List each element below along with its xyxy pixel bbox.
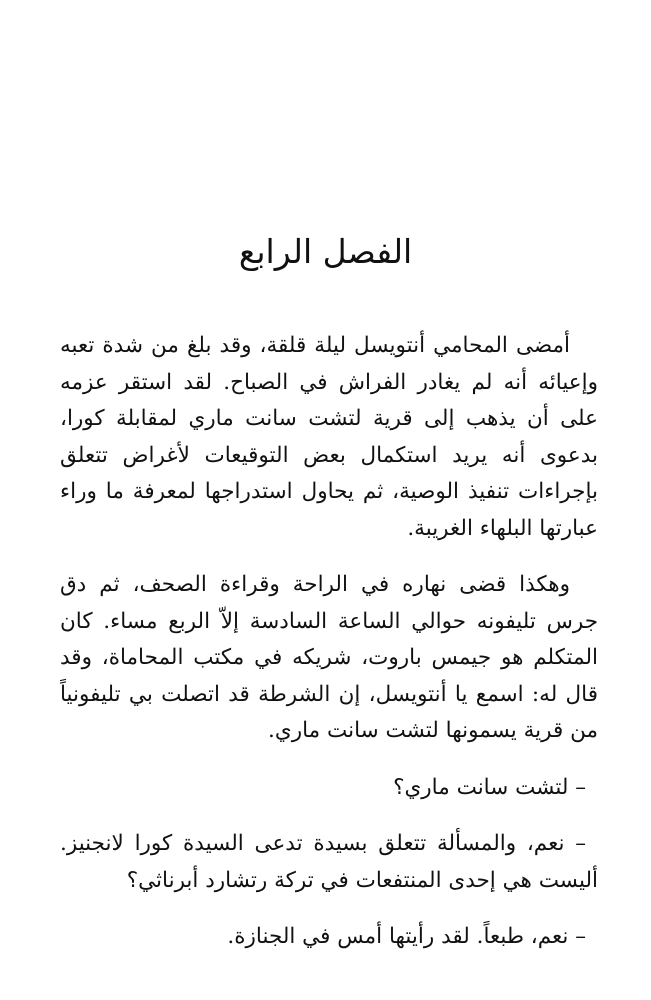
dialogue-line-1: – لتشت سانت ماري؟ [393,774,586,800]
paragraph-2: وهكذا قضى نهاره في الراحة وقراءة الصحف، ثم دق جرس تليفونه حوالي الساعة السادسة إلاّ الربع مساء. كان المتكلم هو جيمس باروت، شريكه في مكتب المحاماة، وقد قال له: اسمع يا أنتويسل، إن الشرطة قد اتصلت بي تليفونياً من قرية يسمونها لتشت سانت ماري. [60,572,598,743]
chapter-body [60,328,598,976]
paragraph-1: أمضى المحامي أنتويسل ليلة قلقة، وقد بلغ من شدة تعبه وإعيائه أنه لم يغادر الفراش في الصباح. لقد استقر عزمه على أن يذهب إلى قرية لتشت سانت ماري لمقابلة كورا، بدعوى أنه يريد استكمال بعض التوقيعات لأغراض تتعلق بإجراءات تنفيذ الوصية، ثم يحاول استدراجها لمعرفة ما وراء عبارتها البلهاء الغريبة. [60,333,598,541]
chapter-title: الفصل الرابع [238,232,413,271]
dialogue-line-3: – نعم، طبعاً. لقد رأيتها أمس في الجنازة. [227,924,586,949]
dialogue-line-2: – نعم، والمسألة تتعلق بسيدة تدعى السيدة كورا لانجنيز. أليست هي إحدى المنتفعات في تركة رتشارد أبرناثي؟ [60,831,598,893]
